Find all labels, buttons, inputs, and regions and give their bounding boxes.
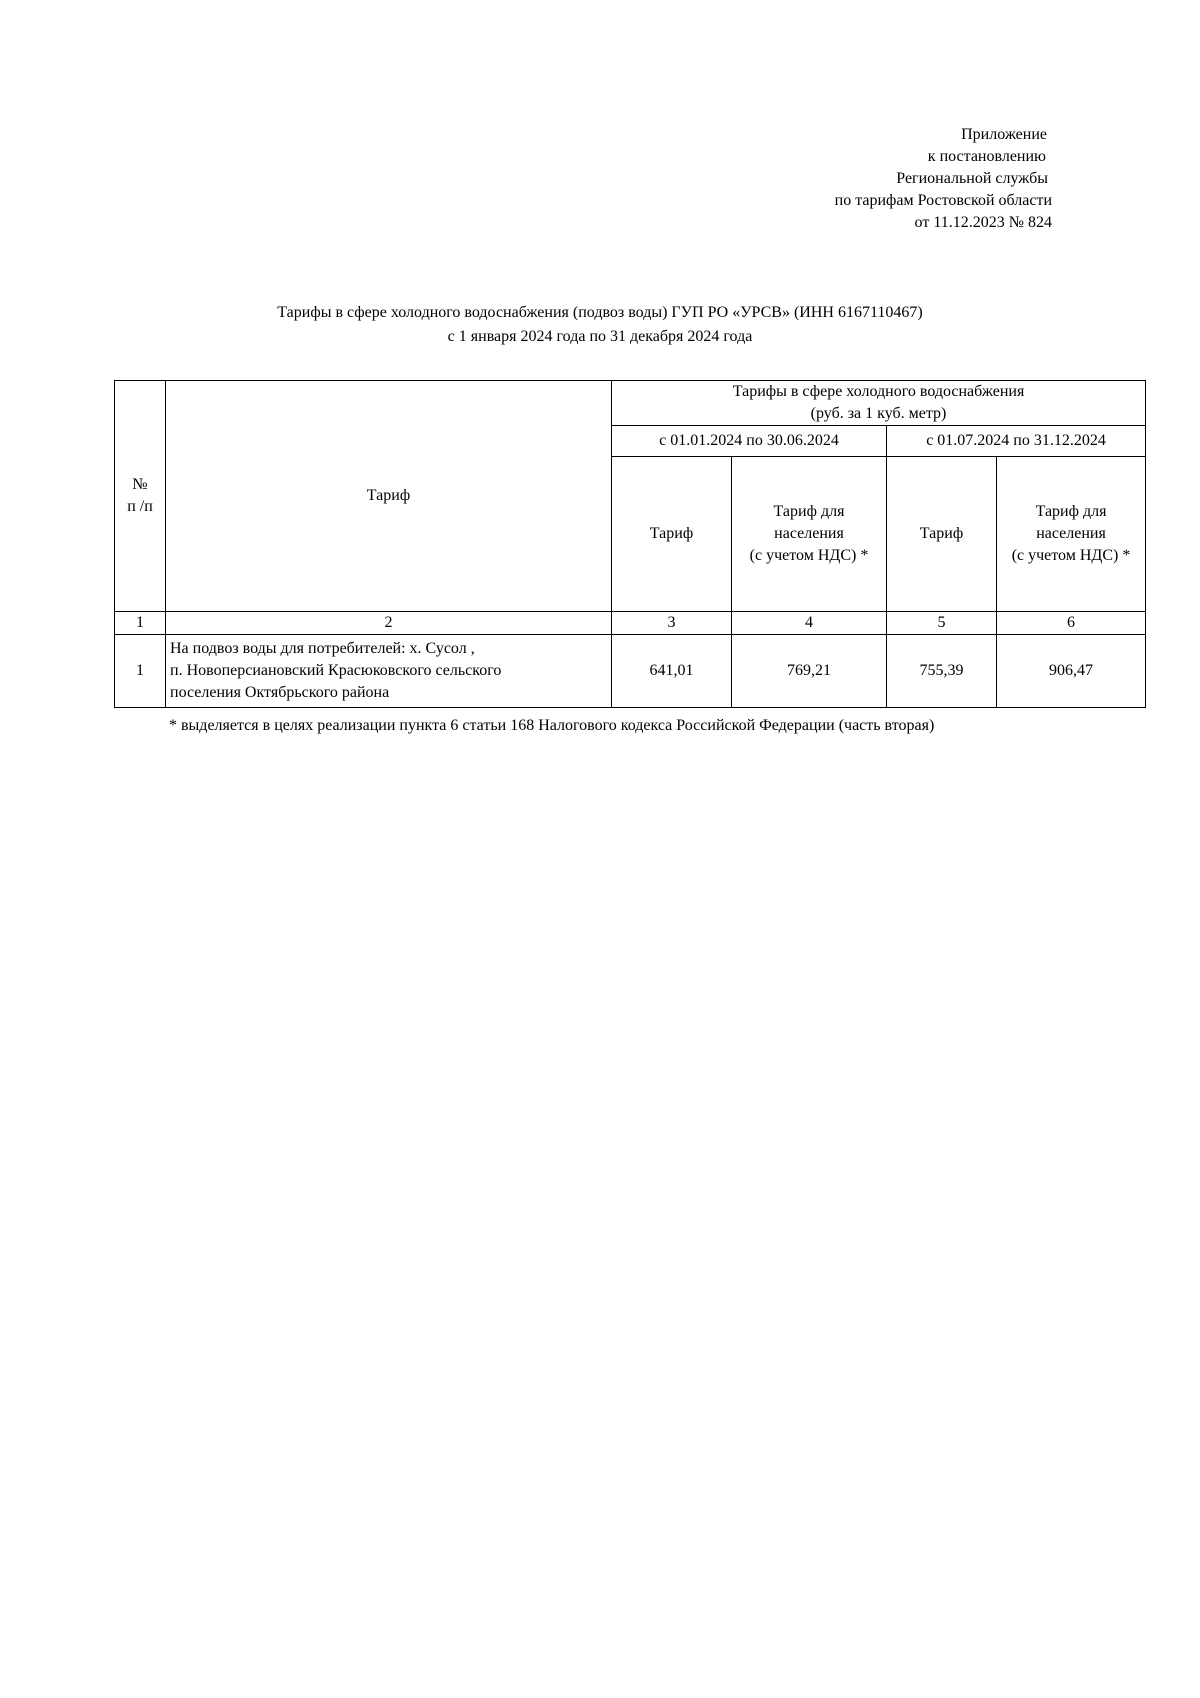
- header-col-pop-line: (с учетом НДС) *: [749, 547, 869, 564]
- appendix-line: к постановлению: [927, 148, 1046, 165]
- title-line: Тарифы в сфере холодного водоснабжения (подвоз воды) ГУП РО «УРСВ» (ИНН 6167110467): [277, 304, 923, 321]
- row-description-line: поселения Октябрьского района: [170, 684, 390, 701]
- column-number: 3: [612, 612, 732, 635]
- column-number: 5: [887, 612, 997, 635]
- table-row: [115, 635, 1146, 708]
- row-num: 1: [115, 635, 166, 708]
- row-description-line: п. Новоперсиановский Красюковского сельского: [170, 662, 502, 679]
- header-col-population-cell: [997, 457, 1146, 612]
- header-col-tariff: Тариф: [612, 457, 732, 612]
- row-value: 641,01: [612, 635, 732, 708]
- header-col-pop-line: населения: [1036, 525, 1106, 542]
- appendix-line: Приложение: [961, 126, 1047, 143]
- header-col-pop-line: Тариф для: [1035, 503, 1107, 520]
- header-period1: с 01.01.2024 по 30.06.2024: [612, 426, 887, 457]
- row-description: [166, 635, 612, 708]
- header-col-tariff: Тариф: [887, 457, 997, 612]
- header-num-cell: [115, 381, 166, 612]
- header-col-pop-line: населения: [774, 525, 844, 542]
- header-period2: с 01.07.2024 по 31.12.2024: [887, 426, 1146, 457]
- header-num-sub: п /п: [127, 498, 153, 515]
- header-col-population-cell: [732, 457, 887, 612]
- header-group: Тарифы в сфере холодного водоснабжения: [732, 383, 1025, 400]
- header-tariff: Тариф: [166, 381, 612, 612]
- row-value: 769,21: [732, 635, 887, 708]
- column-number: 1: [115, 612, 166, 635]
- column-number: 4: [732, 612, 887, 635]
- footnote: * выделяется в целях реализации пункта 6 статьи 168 Налогового кодекса Российской Федерации (часть вторая): [169, 717, 935, 734]
- tariff-table: [114, 380, 1146, 708]
- column-number: 6: [997, 612, 1146, 635]
- header-col-pop-line: Тариф для: [773, 503, 845, 520]
- title-line: с 1 января 2024 года по 31 декабря 2024 года: [447, 328, 753, 345]
- header-num: №: [132, 476, 148, 493]
- row-value: 906,47: [997, 635, 1146, 708]
- row-description-line: На подвоз воды для потребителей: х. Сусол ,: [170, 640, 475, 657]
- appendix-line: по тарифам Ростовской области: [834, 192, 1052, 209]
- header-group-cell: [612, 381, 1146, 426]
- column-number-row: [115, 612, 1146, 635]
- appendix-line: Региональной службы: [896, 170, 1048, 187]
- appendix-line: от 11.12.2023 № 824: [914, 214, 1052, 231]
- row-value: 755,39: [887, 635, 997, 708]
- header-row: [115, 381, 1146, 426]
- document-title: [0, 301, 1200, 349]
- header-col-pop-line: (с учетом НДС) *: [1011, 547, 1131, 564]
- column-number: 2: [166, 612, 612, 635]
- header-group-unit: (руб. за 1 куб. метр): [810, 405, 947, 422]
